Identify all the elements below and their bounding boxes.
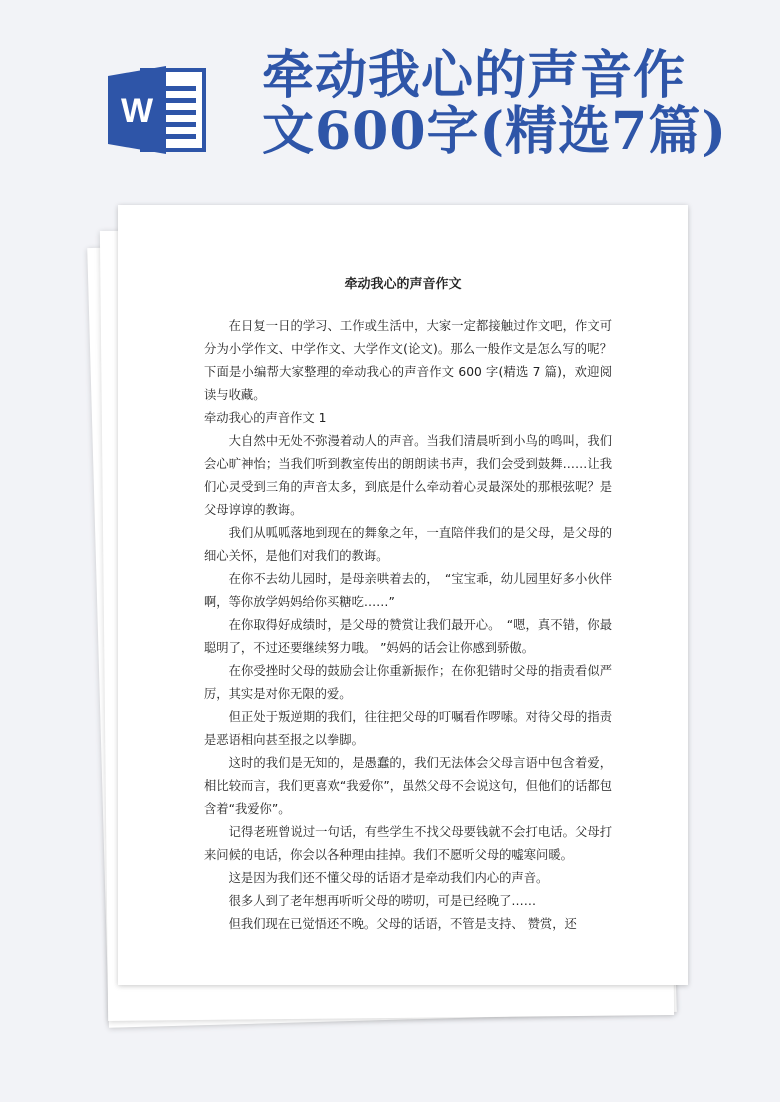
document-body <box>204 315 612 936</box>
word-icon-letter: W <box>120 92 154 130</box>
paragraph: 但正处于叛逆期的我们，往往把父母的叮嘱看作啰嗦。对待父母的指责是恶语相向甚至报之以拳脚。 <box>204 710 612 747</box>
paragraph: 大自然中无处不弥漫着动人的声音。当我们清晨听到小鸟的鸣叫，我们会心旷神怡；当我们听到教室传出的朗朗读书声，我们会受到鼓舞……让我们心灵受到三角的声音太多，到底是什么牵动着心灵最深处的那根弦呢？是父母谆谆的教诲。 <box>204 434 612 517</box>
intro-paragraph: 在日复一日的学习、工作或生活中，大家一定都接触过作文吧，作文可分为小学作文、中学作文、大学作文(论文)。那么一般作文是怎么写的呢？下面是小编帮大家整理的牵动我心的声音作文 600 字(精选 7 篇)，欢迎阅读与收藏。 <box>204 319 612 402</box>
paragraph: 这时的我们是无知的，是愚蠢的，我们无法体会父母言语中包含着爱，相比较而言，我们更喜欢“我爱你”，虽然父母不会说这句，但他们的话都包含着“我爱你”。 <box>204 756 612 816</box>
header-banner <box>0 0 780 200</box>
paragraph: 这是因为我们还不懂父母的话语才是牵动我们内心的声音。 <box>228 871 549 885</box>
paragraph: 记得老班曾说过一句话，有些学生不找父母要钱就不会打电话。父母打来问候的电话，你会以各种理由挂掉。我们不愿听父母的嘘寒问暖。 <box>204 825 612 862</box>
document-title: 牵动我心的声音作文 <box>344 277 462 292</box>
word-icon <box>108 62 208 158</box>
paragraph: 在你取得好成绩时，是父母的赞赏让我们最开心。 “嗯，真不错，你最聪明了，不过还要继续努力哦。 ”妈妈的话会让你感到骄傲。 <box>204 618 612 655</box>
page-title-line1: 牵动我心的声音作 <box>262 45 687 106</box>
section-heading: 牵动我心的声音作文 1 <box>204 411 327 425</box>
page-title-line2: 文600字(精选7篇) <box>262 101 727 162</box>
paragraph: 在你不去幼儿园时，是母亲哄着去的， “宝宝乖，幼儿园里好多小伙伴啊，等你放学妈妈给你买糖吃……” <box>204 572 612 609</box>
page-title <box>262 45 762 162</box>
document-page <box>118 205 688 985</box>
paragraph: 很多人到了老年想再听听父母的唠叨，可是已经晚了…… <box>228 894 537 908</box>
paragraph: 但我们现在已觉悟还不晚。父母的话语，不管是支持、 赞赏，还 <box>228 917 577 931</box>
paragraph: 在你受挫时父母的鼓励会让你重新振作；在你犯错时父母的指责看似严厉，其实是对你无限的爱。 <box>204 664 612 701</box>
paragraph: 我们从呱呱落地到现在的舞象之年，一直陪伴我们的是父母，是父母的细心关怀，是他们对我们的教诲。 <box>204 526 612 563</box>
